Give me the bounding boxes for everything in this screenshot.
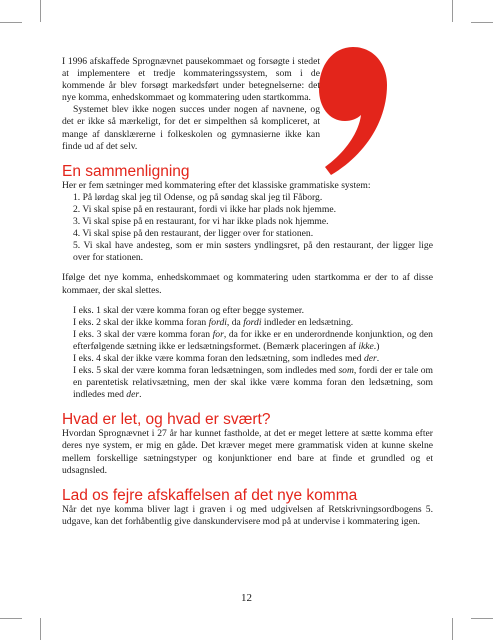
example-note: I eks. 4 skal der ikke være komma foran den ledsætning, som indledes med der. [73,352,380,364]
intro-paragraph: Systemet blev ikke nogen succes under nogen af navnene, og det er ikke så mærkeligt, for det er simpelthen så kompliceret, at mange af dansklærerne i folkeskolen og gymnasierne ikke kan finde ud af det selv. [62,104,320,152]
list-item: 4. Vi skal spise på den restaurant, der ligger over for stationen. [73,228,314,240]
body-paragraph: Hvordan Sprognævnet i 27 år har kunnet fastholde, at det er meget lettere at sætte komma efter deres nye system, er mig en gåde. Det kræver meget mere grammatisk viden at kunne skelne mellem forskellige sætningstyper og konjunktioner end bare at finde et grundled og et udsagnsled. [62,428,433,476]
section-heading: En sammenligning [62,162,190,180]
crop-mark [0,22,22,23]
crop-mark [40,618,41,640]
section-heading: Hvad er let, og hvad er svært? [62,411,271,429]
list-item: 2. Vi skal spise på en restaurant, fordi vi ikke har plads nok hjemme. [73,203,337,215]
example-note: I eks. 3 skal der være komma foran for, da for ikke er en underordnende konjunktion, og den efterfølgende sætning ikke er ledsætningsformet. (Bemærk placeringen af ikke.) [73,328,433,352]
body-paragraph: Ifølge det nye komma, enhedskommaet og kommatering uden startkomma er der to af disse kommaer, der skal slettes. [62,272,433,296]
example-sentence-list [62,192,433,265]
section-lead: Her er fem sætninger med kommatering efter det klassiske grammatiske system: [62,179,371,191]
intro-paragraph: I 1996 afskaffede Sprognævnet pausekommaet og forsøgte i stedet at implementere et tredje kommateringssystem, som i de kommende år blev forsøgt markedsført under betegnelserne: det nye komma, enhedskommaet og kommatering uden startkomma. [62,56,320,104]
crop-mark [452,0,453,22]
crop-mark [40,0,41,22]
page-content [62,56,433,528]
example-note: I eks. 2 skal der ikke komma foran fordi, da fordi indleder en ledsætning. [73,316,354,328]
crop-mark [0,618,22,619]
crop-mark [471,22,493,23]
body-paragraph: Når det nye komma bliver lagt i graven i og med udgivelsen af Retskrivningsordbogens 5. udgave, kan det forhåbentlig give danskundervisere mod på at undervise i kommatering igen. [62,503,433,527]
intro [62,56,320,153]
example-note: I eks. 5 skal der være komma foran ledsætningen, som indledes med som, fordi der er tale om en parentetisk relativsætning, men der skal ikke være komma foran den ledsætning, som indledes med der. [73,365,433,401]
page-number: 12 [241,592,252,604]
list-item: 3. Vi skal spise på en restaurant, for vi har ikke plads nok hjemme. [73,216,329,228]
crop-mark [452,618,453,640]
section-heading: Lad os fejre afskaffelsen af det nye komma [62,486,358,504]
list-item: 5. Vi skal have andesteg, som er min søsters yndlingsret, på den restaurant, der ligger lige over for stationen. [73,240,433,264]
crop-mark [471,618,493,619]
list-item: 1. På lørdag skal jeg til Odense, og på søndag skal jeg til Fåborg. [73,191,323,203]
example-note: I eks. 1 skal der være komma foran og efter begge systemer. [73,304,304,316]
example-explanations [62,305,433,402]
